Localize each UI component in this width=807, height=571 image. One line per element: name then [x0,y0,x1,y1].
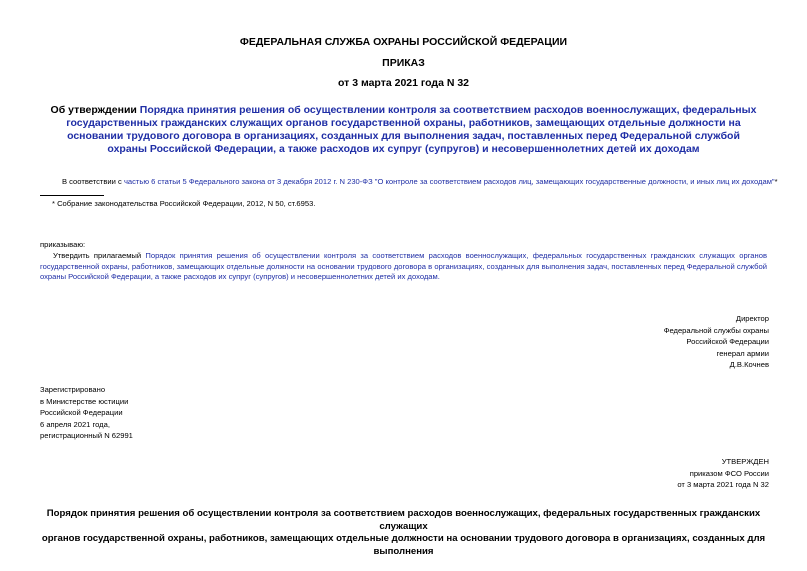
document-title [48,104,759,156]
signature-line: Директор [735,314,769,323]
registration-line: регистрационный N 62991 [40,431,133,440]
order-label: приказываю: [40,240,86,249]
signature-line: Д.В.Кочнев [729,360,769,369]
registration-block [40,384,133,442]
approve-paragraph [40,251,767,283]
document-date-number: от 3 марта 2021 года N 32 [338,77,469,89]
registration-line: Зарегистрировано [40,385,106,394]
registration-line: в Министерстве юстиции [40,396,129,406]
approve-prefix: Утвердить прилагаемый [53,251,146,260]
signature-line: генерал армии [716,348,769,358]
basis-prefix: В соответствии с [62,177,124,186]
procedure-title [40,508,767,558]
procedure-title-line: органов государственной охраны, работников, замещающих отдельные должности на основании трудового договора в организациях, созданных для выполнения [41,533,766,557]
footnote-marker: * [774,177,778,186]
procedure-title-line: Порядок принятия решения об осуществлении контроля за соответствием расходов военнослужащих, федеральных государственных гражданских служащих [46,508,761,532]
registration-line: 6 апреля 2021 года, [40,419,110,429]
approved-line: от 3 марта 2021 года N 32 [677,480,769,489]
registration-line: Российской Федерации [40,408,123,417]
footnote-divider [40,195,104,196]
federal-law-link[interactable]: частью 6 статьи 5 Федерального закона от 3 декабря 2012 г. N 230-ФЗ "О контроле за соответствием расходов лиц, замещающих государственные должности, и иных лиц их доходам" [123,177,775,186]
title-link[interactable]: Порядка принятия решения об осуществлении контроля за соответствием расходов военнослужащих, федеральных государственных гражданских служащих органов государственной охраны, работников, замещающих отдельные должности на основании трудового договора в организациях, созданных для выполнения задач, поставленных перед Федеральной службой охраны Российской Федерации, а также расходов их супруг (супругов) и несовершеннолетних детей их доходам [66,104,757,155]
footnote: * Собрание законодательства Российской Федерации, 2012, N 50, ст.6953. [52,199,316,208]
approved-block [677,456,769,491]
procedure-link[interactable]: Порядок принятия решения об осуществлении контроля за соответствием расходов военнослужащих, федеральных государственных гражданских служащих органов государственной охраны, работников, замещающих отдельные должности на основании трудового договора в организациях, созданных для выполнения задач, поставленных перед Федеральной службой охраны Российской Федерации, а также расходов их супруг (супругов) и несовершеннолетних детей их доходам. [40,251,767,281]
approved-line: УТВЕРЖДЕН [721,457,769,466]
agency-name: ФЕДЕРАЛЬНАЯ СЛУЖБА ОХРАНЫ РОССИЙСКОЙ ФЕДЕРАЦИИ [239,36,568,48]
signature-block [664,313,769,371]
signature-line: Федеральной службы охраны [663,325,769,335]
legal-basis [62,177,782,188]
approved-line: приказом ФСО России [689,468,769,478]
signature-line: Российской Федерации [686,337,769,346]
document-type: ПРИКАЗ [382,57,425,69]
title-prefix: Об утверждении [50,104,140,116]
